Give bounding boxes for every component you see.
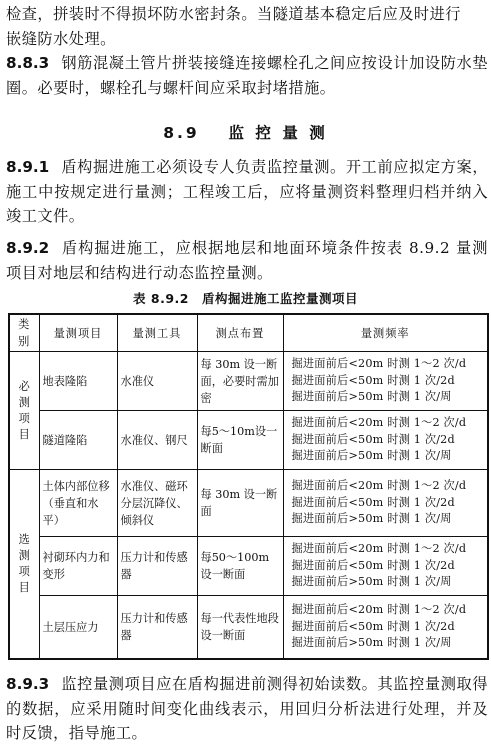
section-number: 8.9 [163,124,200,142]
frequency-line: 掘进面前后<50m 时测 1 次/2d [291,495,455,509]
cell-layout: 每 30m 设一断面，必要时需加密 [197,352,283,411]
cell-tool: 水准仪、磁环分层沉降仪、倾斜仪 [117,470,197,537]
clause-text: 盾构掘进施工必须设专人负责监控量测。开工前应拟定方案，施工中按规定进行量测；工程竣工后，应将量测资料整理归档并纳入竣工文件。 [6,158,488,225]
cell-frequency [283,596,488,660]
header-frequency: 量测频率 [283,314,488,352]
frequency-line: 掘进面前后<20m 时测 1～2 次/d [291,357,467,371]
clause-8-8-3 [6,51,488,100]
clause-number: 8.9.3 [6,675,50,693]
clause-8-9-1 [6,155,488,229]
frequency-line: 掘进面前后<20m 时测 1～2 次/d [291,479,467,493]
frequency-line: 掘进面前后>50m 时测 1 次/周 [291,636,452,650]
cell-frequency [283,352,488,411]
frequency-line: 掘进面前后<50m 时测 1 次/2d [291,373,455,387]
cell-layout: 每5～10m设一断面 [197,411,283,470]
cell-frequency [283,537,488,596]
frequency-line: 掘进面前后<20m 时测 1～2 次/d [291,416,467,430]
table-row [9,596,488,660]
cell-item: 土体内部位移（垂直和水平） [39,470,117,537]
cell-item: 土层压应力 [39,596,117,660]
table-row [9,470,488,537]
cell-item: 地表隆陷 [39,352,117,411]
cell-item: 衬砌环内力和变形 [39,537,117,596]
frequency-line: 掘进面前后<50m 时测 1 次/2d [291,558,455,572]
clause-number: 8.9.2 [6,239,50,257]
clause-text: 钢筋混凝土管片拼装接缝连接螺栓孔之间应按设计加设防水垫圈。必要时，螺栓孔与螺杆间应采取封堵措施。 [6,54,488,97]
header-item: 量测项目 [39,314,117,352]
frequency-line: 掘进面前后<50m 时测 1 次/2d [291,432,455,446]
frequency-line: 掘进面前后<50m 时测 1 次/2d [291,619,455,633]
table-row [9,537,488,596]
frequency-line: 掘进面前后>50m 时测 1 次/周 [291,575,452,589]
intro-line-1: 检查，拼装时不得损坏防水密封条。当隧道基本稳定后应及时进行 [6,5,461,23]
category-optional: 选测项目 [9,470,39,660]
section-heading [0,121,491,143]
cell-frequency [283,470,488,537]
header-layout: 测点布置 [197,314,283,352]
intro-line-2: 嵌缝防水处理。 [6,29,116,48]
table-caption: 表 8.9.2 盾构掘进施工监控量测项目 [133,291,358,306]
monitoring-table [8,313,489,660]
table-row [9,411,488,470]
table-header-row [9,314,488,352]
intro-paragraph [6,2,488,51]
frequency-line: 掘进面前后>50m 时测 1 次/周 [291,449,452,463]
cell-tool: 压力计和传感器 [117,596,197,660]
header-category: 类别 [9,314,39,352]
clause-text: 监控量测项目应在盾构掘进前测得初始读数。其监控量测取得的数据，应采用随时间变化曲线表示，用回归分析法进行处理，并及时反馈，指导施工。 [6,675,488,742]
cell-layout: 每 30m 设一断面 [197,470,283,537]
cell-tool: 压力计和传感器 [117,537,197,596]
cell-layout: 每50～100m设一断面 [197,537,283,596]
clause-number: 8.8.3 [6,54,50,72]
clause-number: 8.9.1 [6,158,50,176]
frequency-line: 掘进面前后<20m 时测 1～2 次/d [291,542,467,556]
cell-item: 隧道隆陷 [39,411,117,470]
clause-text: 盾构掘进施工，应根据地层和地面环境条件按表 8.9.2 量测项目对地层和结构进行动态监控量测。 [6,239,488,282]
cell-layout: 每一代表性地段设一断面 [197,596,283,660]
clause-8-9-3 [6,672,488,746]
frequency-line: 掘进面前后>50m 时测 1 次/周 [291,512,452,526]
frequency-line: 掘进面前后>50m 时测 1 次/周 [291,390,452,404]
header-tool: 量测工具 [117,314,197,352]
cell-frequency [283,411,488,470]
category-required: 必测项目 [9,352,39,470]
clause-8-9-2 [6,236,488,285]
section-title-text: 监 控 量 测 [228,124,328,142]
frequency-line: 掘进面前后<20m 时测 1～2 次/d [291,603,467,617]
table-row [9,352,488,411]
cell-tool: 水准仪、钢尺 [117,411,197,470]
cell-tool: 水准仪 [117,352,197,411]
